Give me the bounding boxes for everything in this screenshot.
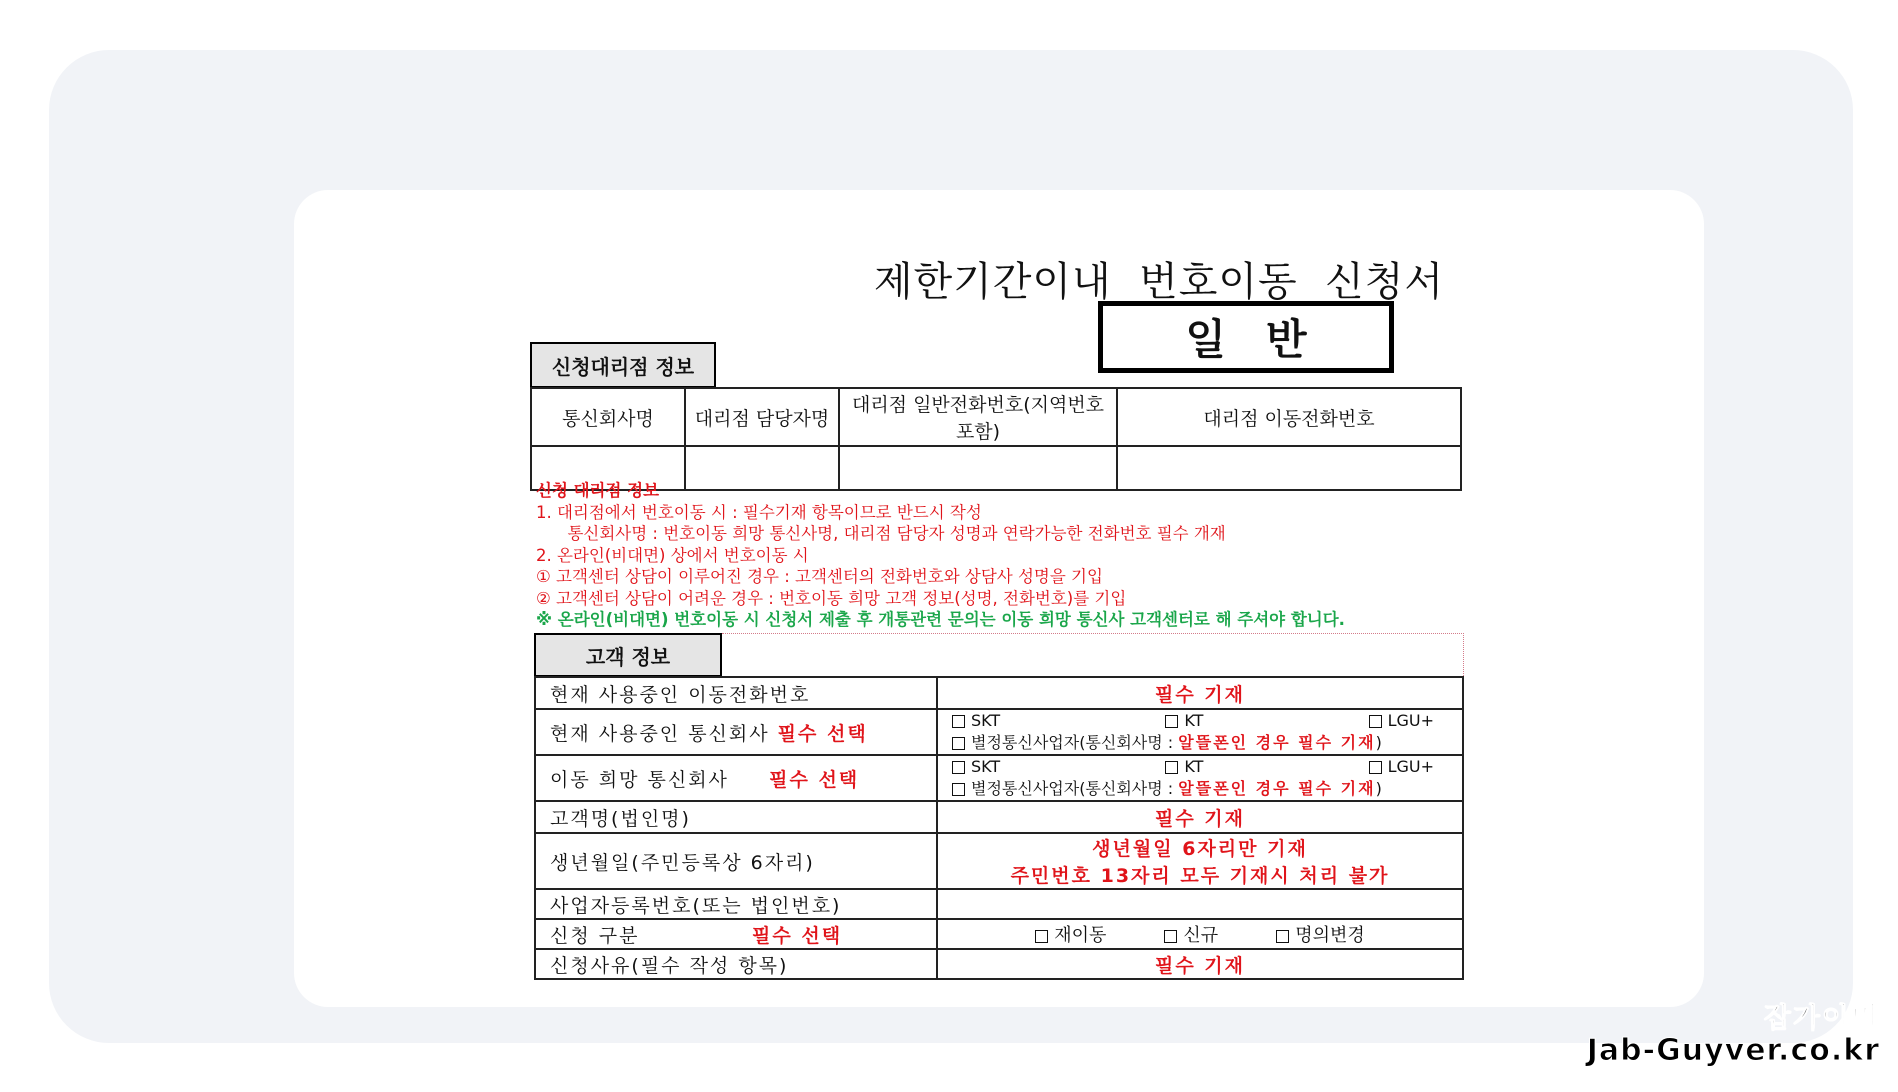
- notes-line-2: 통신회사명 : 번호이동 희망 통신사명, 대리점 담당자 성명과 연락가능한 전화번호 필수 개재: [536, 524, 1226, 543]
- notes-line-4: ① 고객센터 상담이 이루어진 경우 : 고객센터의 전화번호와 상담사 성명을 기입: [536, 567, 1103, 586]
- checkbox-icon: [1164, 930, 1177, 943]
- watermark-korean: 잡가이버: [1763, 1001, 1880, 1034]
- current-carrier-label: [535, 709, 937, 755]
- lgu-label: LGU+: [1387, 757, 1434, 776]
- current-carrier-options: [937, 709, 1463, 755]
- skt-label: SKT: [971, 757, 1001, 776]
- current-carrier-required: 필수 선택: [777, 722, 868, 745]
- current-lgu-checkbox[interactable]: [1369, 710, 1434, 732]
- notes-heading: 신청 대리점 정보: [536, 481, 660, 500]
- desired-kt-checkbox[interactable]: [1165, 756, 1203, 778]
- desired-carrier-required: 필수 선택: [769, 768, 860, 791]
- reason-required: 필수 기재: [1154, 954, 1246, 977]
- checkbox-icon: [952, 783, 965, 796]
- reason-field[interactable]: [937, 949, 1463, 979]
- desired-skt-checkbox[interactable]: [952, 756, 1000, 778]
- agency-header-carrier: 통신회사명: [531, 388, 685, 446]
- section-divider-right: [1463, 633, 1464, 678]
- apply-type-label-text: 신청 구분: [550, 924, 640, 947]
- name-change-label: 명의변경: [1295, 925, 1365, 946]
- agency-header-manager: 대리점 담당자명: [685, 388, 839, 446]
- document-card: [294, 190, 1704, 1007]
- notes-line-5: ② 고객센터 상담이 어려운 경우 : 번호이동 희망 고객 정보(성명, 전화번호)를 기입: [536, 588, 1127, 608]
- reissue-checkbox[interactable]: [1035, 921, 1106, 947]
- new-label: 신규: [1183, 925, 1219, 946]
- desired-carrier-options: [937, 755, 1463, 801]
- customer-name-required: 필수 기재: [1154, 807, 1246, 830]
- name-change-checkbox[interactable]: [1276, 921, 1365, 947]
- customer-name-field[interactable]: [937, 801, 1463, 833]
- checkbox-icon: [952, 761, 965, 774]
- checkbox-icon: [952, 715, 965, 728]
- business-no-field[interactable]: [937, 889, 1463, 919]
- checkbox-icon: [1035, 930, 1048, 943]
- page-background: [49, 50, 1853, 1043]
- current-skt-checkbox[interactable]: [952, 710, 1000, 732]
- checkbox-icon: [1276, 930, 1289, 943]
- current-carrier-label-text: 현재 사용중인 통신회사: [550, 722, 770, 745]
- desired-carrier-label-text: 이동 희망 통신회사: [550, 768, 729, 791]
- other-suffix: ): [1375, 733, 1382, 752]
- current-number-required: 필수 기재: [1154, 683, 1246, 706]
- checkbox-icon: [952, 737, 965, 750]
- checkbox-icon: [1165, 715, 1178, 728]
- checkbox-icon: [1369, 761, 1382, 774]
- lgu-label: LGU+: [1387, 711, 1434, 730]
- birth-label: 생년월일(주민등록상 6자리): [535, 833, 937, 889]
- notes-line-3: 2. 온라인(비대면) 상에서 번호이동 시: [536, 545, 809, 565]
- desired-lgu-checkbox[interactable]: [1369, 756, 1434, 778]
- other-prefix: 별정통신사업자(통신회사명 :: [971, 779, 1179, 798]
- kt-label: KT: [1184, 711, 1204, 730]
- birth-note-1: 생년월일 6자리만 기재: [1092, 838, 1308, 860]
- birth-note-2: 주민번호 13자리 모두 기재시 처리 불가: [1010, 865, 1390, 887]
- checkbox-icon: [1369, 715, 1382, 728]
- document-title: 제한기간이내 번호이동 신청서: [873, 259, 1444, 305]
- agency-header-mobile: 대리점 이동전화번호: [1117, 388, 1461, 446]
- customer-info-table: [534, 676, 1464, 980]
- site-watermark: [1587, 1002, 1880, 1068]
- other-suffix: ): [1375, 779, 1382, 798]
- agency-notes: [536, 480, 1476, 631]
- skt-label: SKT: [971, 711, 1001, 730]
- agency-section-tab: 신청대리점 정보: [530, 342, 716, 388]
- customer-name-label: 고객명(법인명): [535, 801, 937, 833]
- desired-other-checkbox[interactable]: [952, 778, 1448, 800]
- notes-line-6: ※ 온라인(비대면) 번호이동 시 신청서 제출 후 개통관련 문의는 이동 희망 통신사 고객센터로 해 주셔야 합니다.: [536, 610, 1345, 629]
- current-kt-checkbox[interactable]: [1165, 710, 1203, 732]
- other-required: 알뜰폰인 경우 필수 기재: [1178, 733, 1376, 752]
- desired-carrier-label: [535, 755, 937, 801]
- other-required: 알뜰폰인 경우 필수 기재: [1178, 779, 1376, 798]
- business-no-label: 사업자등록번호(또는 법인번호): [535, 889, 937, 919]
- other-prefix: 별정통신사업자(통신회사명 :: [971, 733, 1179, 752]
- new-checkbox[interactable]: [1164, 921, 1218, 947]
- checkbox-icon: [1165, 761, 1178, 774]
- notes-line-1: 1. 대리점에서 번호이동 시 : 필수기재 항목이므로 반드시 작성: [536, 502, 982, 522]
- agency-header-landline: 대리점 일반전화번호(지역번호 포함): [839, 388, 1117, 446]
- apply-type-label: [535, 919, 937, 949]
- current-number-field[interactable]: [937, 677, 1463, 709]
- agency-info-table: [530, 387, 1462, 491]
- reason-label: 신청사유(필수 작성 항목): [535, 949, 937, 979]
- general-badge: 일반: [1098, 301, 1394, 373]
- birth-field[interactable]: [937, 833, 1463, 889]
- apply-type-options: [937, 919, 1463, 949]
- reissue-label: 재이동: [1054, 925, 1107, 946]
- section-divider: [722, 633, 1464, 634]
- apply-type-required: 필수 선택: [752, 924, 843, 947]
- watermark-url: Jab-Guyver.co.kr: [1586, 1033, 1880, 1068]
- current-other-checkbox[interactable]: [952, 732, 1448, 754]
- current-number-label: 현재 사용중인 이동전화번호: [535, 677, 937, 709]
- kt-label: KT: [1184, 757, 1204, 776]
- customer-section-tab: 고객 정보: [534, 633, 722, 677]
